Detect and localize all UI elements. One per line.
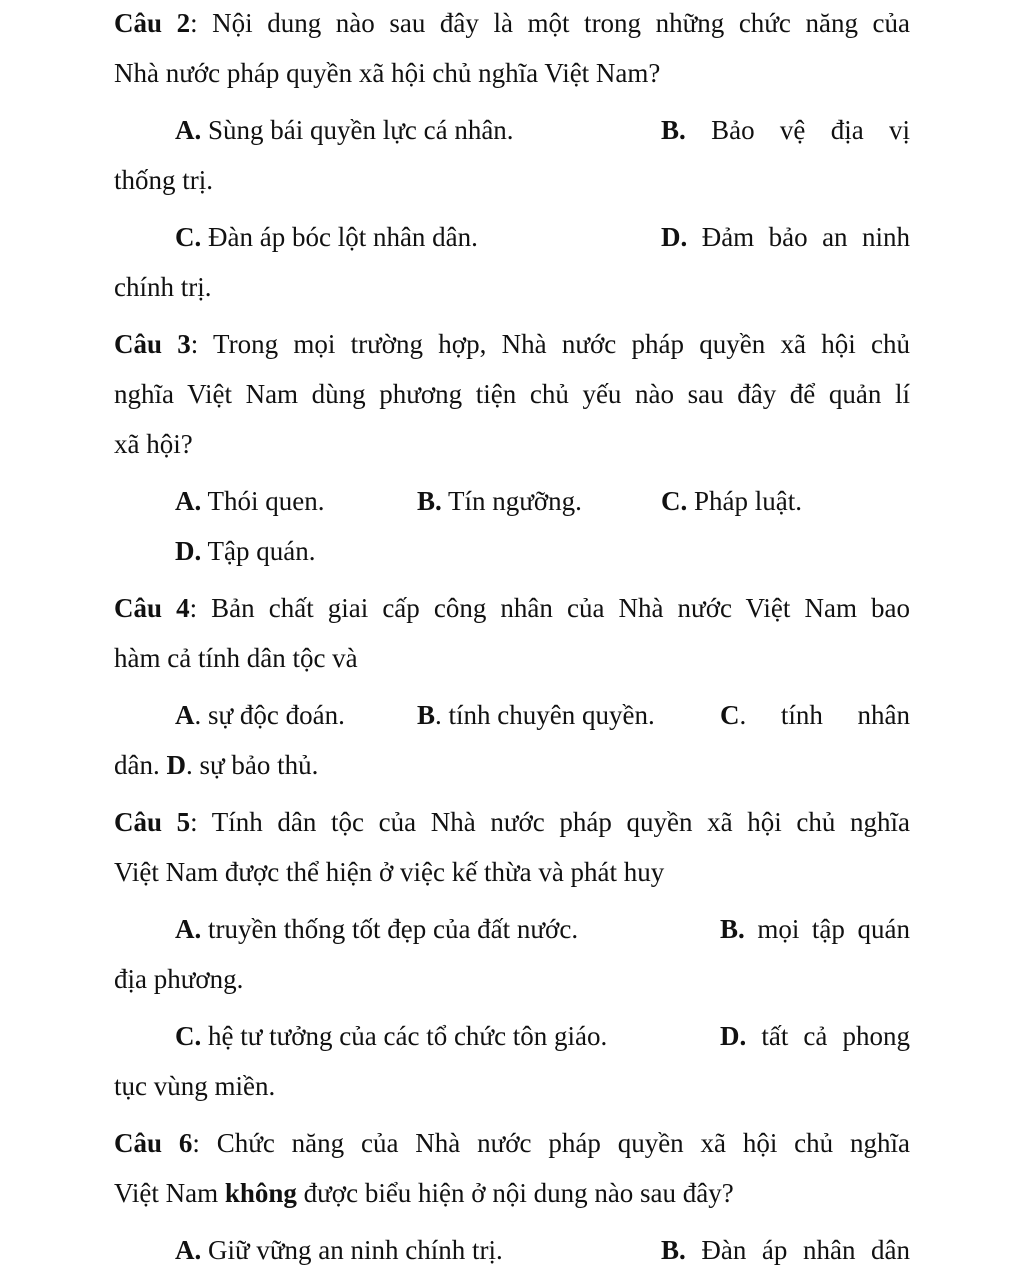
q4-option-d: D. sự bảo thủ. (166, 750, 319, 780)
q4-option-c-cont: dân. (114, 750, 167, 780)
q2-options-row2 (175, 219, 910, 255)
q5-stem-line2: Việt Nam được thể hiện ở việc kế thừa và phát huy (114, 857, 665, 887)
q4-option-a: A. sự độc đoán. (175, 700, 345, 730)
q6-options-row1 (175, 1232, 910, 1268)
q5-stem-line1: Câu 5: Tính dân tộc của Nhà nước pháp quyền xã hội chủ nghĩa (114, 807, 911, 837)
q4-option-b: B. tính chuyên quyền. (417, 700, 655, 730)
q2-options-row1 (175, 112, 910, 148)
q6-stem-line1: Câu 6: Chức năng của Nhà nước pháp quyền xã hội chủ nghĩa (114, 1128, 910, 1158)
q5-options-row2 (175, 1018, 910, 1054)
q4-stem-line2: hàm cả tính dân tộc và (114, 643, 358, 673)
q2-stem-line2: Nhà nước pháp quyền xã hội chủ nghĩa Việt Nam? (114, 58, 661, 88)
q3-options-row2 (175, 533, 910, 569)
q2-option-d-cont: chính trị. (114, 272, 212, 302)
q3-label: Câu 3 (114, 329, 191, 359)
q3-option-a: A. Thói quen. (175, 486, 325, 516)
q4-label: Câu 4 (114, 593, 190, 623)
q5-label: Câu 5 (114, 807, 191, 837)
q6-option-a: A. Giữ vững an ninh chính trị. (175, 1235, 503, 1265)
q4-stem-line1: Câu 4: Bản chất giai cấp công nhân của Nhà nước Việt Nam bao (114, 593, 911, 623)
q5-option-d: D. tất cả phong (720, 1021, 910, 1051)
q2-label: Câu 2 (114, 8, 191, 38)
q6-stem-line2: Việt Nam không được biểu hiện ở nội dung nào sau đây? (114, 1178, 734, 1208)
q3-stem-line1: Câu 3: Trong mọi trường hợp, Nhà nước pháp quyền xã hội chủ (114, 329, 910, 359)
q6-label: Câu 6 (114, 1128, 193, 1158)
q5-option-c: C. hệ tư tưởng của các tổ chức tôn giáo. (175, 1021, 608, 1051)
q6-option-b: B. Đàn áp nhân dân (661, 1235, 910, 1265)
q6-emphasis: không (224, 1178, 297, 1208)
q4-option-c: C. tính nhân (720, 700, 910, 730)
q2-option-a: A. Sùng bái quyền lực cá nhân. (175, 115, 514, 145)
q3-stem-line3: xã hội? (114, 429, 193, 459)
q2-option-d: D. Đảm bảo an ninh (661, 222, 910, 252)
q2-option-c: C. Đàn áp bóc lột nhân dân. (175, 222, 478, 252)
q5-option-b-cont: địa phương. (114, 964, 244, 994)
q3-option-c: C. Pháp luật. (661, 486, 802, 516)
q5-option-a: A. truyền thống tốt đẹp của đất nước. (175, 914, 579, 944)
q3-option-d: D. Tập quán. (175, 536, 316, 566)
q3-stem-line2: nghĩa Việt Nam dùng phương tiện chủ yếu nào sau đây để quản lí (114, 379, 910, 409)
q3-option-b: B. Tín ngưỡng. (417, 486, 582, 516)
q5-option-b: B. mọi tập quán (720, 914, 910, 944)
q5-option-d-cont: tục vùng miền. (114, 1071, 276, 1101)
q2-option-b-cont: thống trị. (114, 165, 213, 195)
q5-options-row1 (175, 911, 910, 947)
q4-options-row2 (114, 747, 910, 783)
q2-option-b: B. Bảo vệ địa vị (661, 115, 910, 145)
q2-stem-line1: Câu 2: Nội dung nào sau đây là một trong những chức năng của (114, 8, 911, 38)
